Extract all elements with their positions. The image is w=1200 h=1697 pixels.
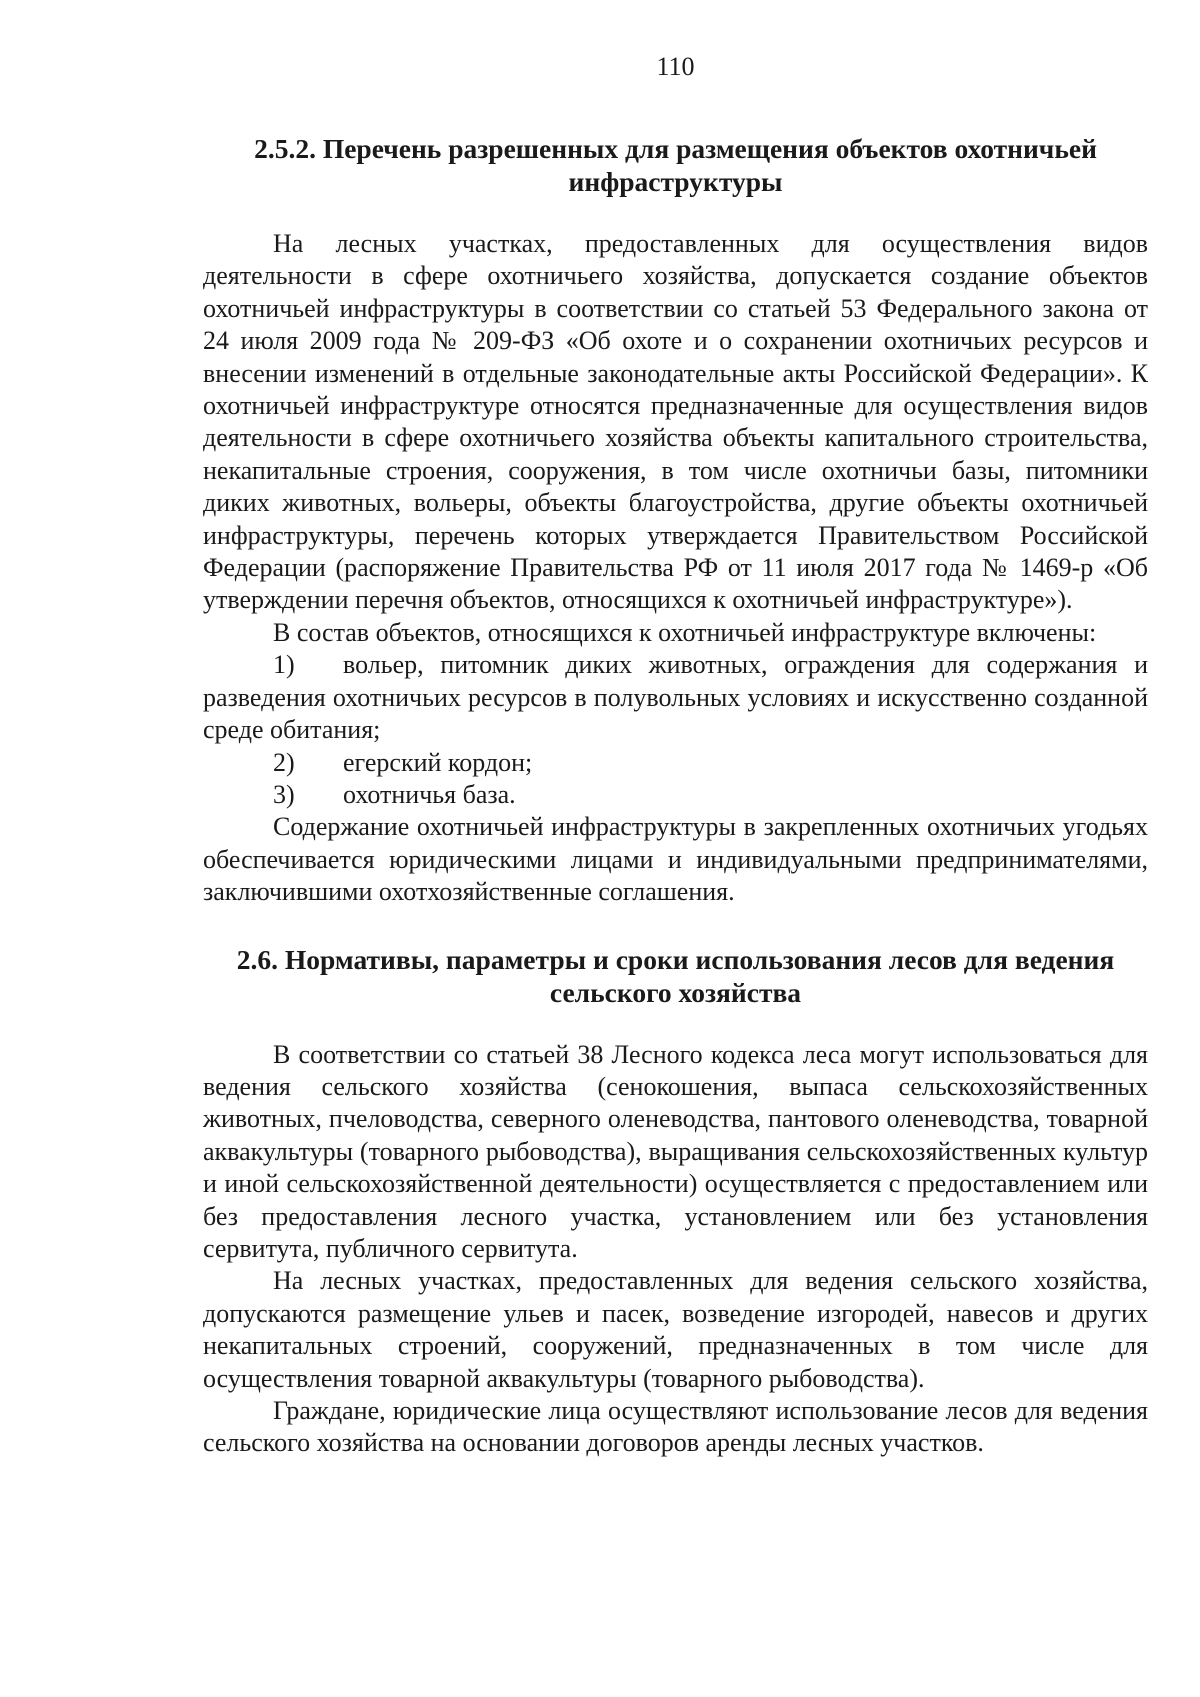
section-2-6 xyxy=(203,943,1148,1460)
list-item-number: 3) xyxy=(273,779,295,809)
paragraph: В соответствии со статьей 38 Лесного кодекса леса могут использоваться для ведения сельского хозяйства (сенокошения, выпаса сельскохозяйственных животных, пчеловодства, северного оленеводства, пантового оленеводства, товарной аквакультуры (товарного рыбоводства), выращивания сельскохозяйственных культур и иной сельскохозяйственной деятельности) осуществляется с предоставлением или без предоставления лесного участка, установлением или без установления сервитута, публичного сервитута. xyxy=(203,1039,1148,1263)
document-page xyxy=(203,52,1148,1494)
list-item xyxy=(203,649,1148,746)
page-number: 110 xyxy=(656,52,695,81)
list-item-number: 2) xyxy=(273,747,295,777)
list-item-text: егерский кордон; xyxy=(343,747,533,777)
list-item-text: вольер, питомник диких животных, ограждения для содержания и разведения охотничьих ресурсов в полувольных условиях и искусственно созданной среде обитания; xyxy=(203,650,1148,745)
paragraph: В состав объектов, относящихся к охотничьей инфраструктуре включены: xyxy=(273,617,1097,647)
paragraph: Граждане, юридические лица осуществляют использование лесов для ведения сельского хозяйства на основании договоров аренды лесных участков. xyxy=(203,1396,1148,1458)
list-item-number: 1) xyxy=(273,650,295,680)
paragraph: На лесных участках, предоставленных для ведения сельского хозяйства, допускаются размещение ульев и пасек, возведение изгородей, навесов и других некапитальных строений, сооружений, предназначенных в том числе для осуществления товарной аквакультуры (товарного рыбоводства). xyxy=(203,1266,1148,1393)
paragraph: Содержание охотничьей инфраструктуры в закрепленных охотничьих угодьях обеспечивается юридическими лицами и индивидуальными предпринимателями, заключившими охотхозяйственные соглашения. xyxy=(203,812,1148,907)
section-heading: 2.6. Нормативы, параметры и сроки использования лесов для ведения сельского хозяйства xyxy=(236,943,1115,1008)
paragraph: На лесных участках, предоставленных для осуществления видов деятельности в сфере охотничьего хозяйства, допускается создание объектов охотничьей инфраструктуры в соответствии со статьей 53 Федерального закона от 24 июля 2009 года № 209-ФЗ «Об охоте и о сохранении охотничьих ресурсов и внесении изменений в отдельные законодательные акты Российской Федерации». К охотничьей инфраструктуре относятся предназначенные для осуществления видов деятельности в сфере охотничьего хозяйства объекты капитального строительства, некапитальные строения, сооружения, в том числе охотничьи базы, питомники диких животных, вольеры, объекты благоустройства, другие объекты охотничьей инфраструктуры, перечень которых утверждается Правительством Российской Федерации (распоряжение Правительства РФ от 11 июля 2017 года № 1469-р «Об утверждении перечня объектов, относящихся к охотничьей инфраструктуре»). xyxy=(203,229,1148,615)
list-item xyxy=(203,779,1148,811)
list-item xyxy=(203,747,1148,779)
list-item-text: охотничья база. xyxy=(343,779,516,809)
section-heading: 2.5.2. Перечень разрешенных для размещения объектов охотничьей инфраструктуры xyxy=(254,133,1097,197)
section-2-5-2 xyxy=(203,132,1148,909)
